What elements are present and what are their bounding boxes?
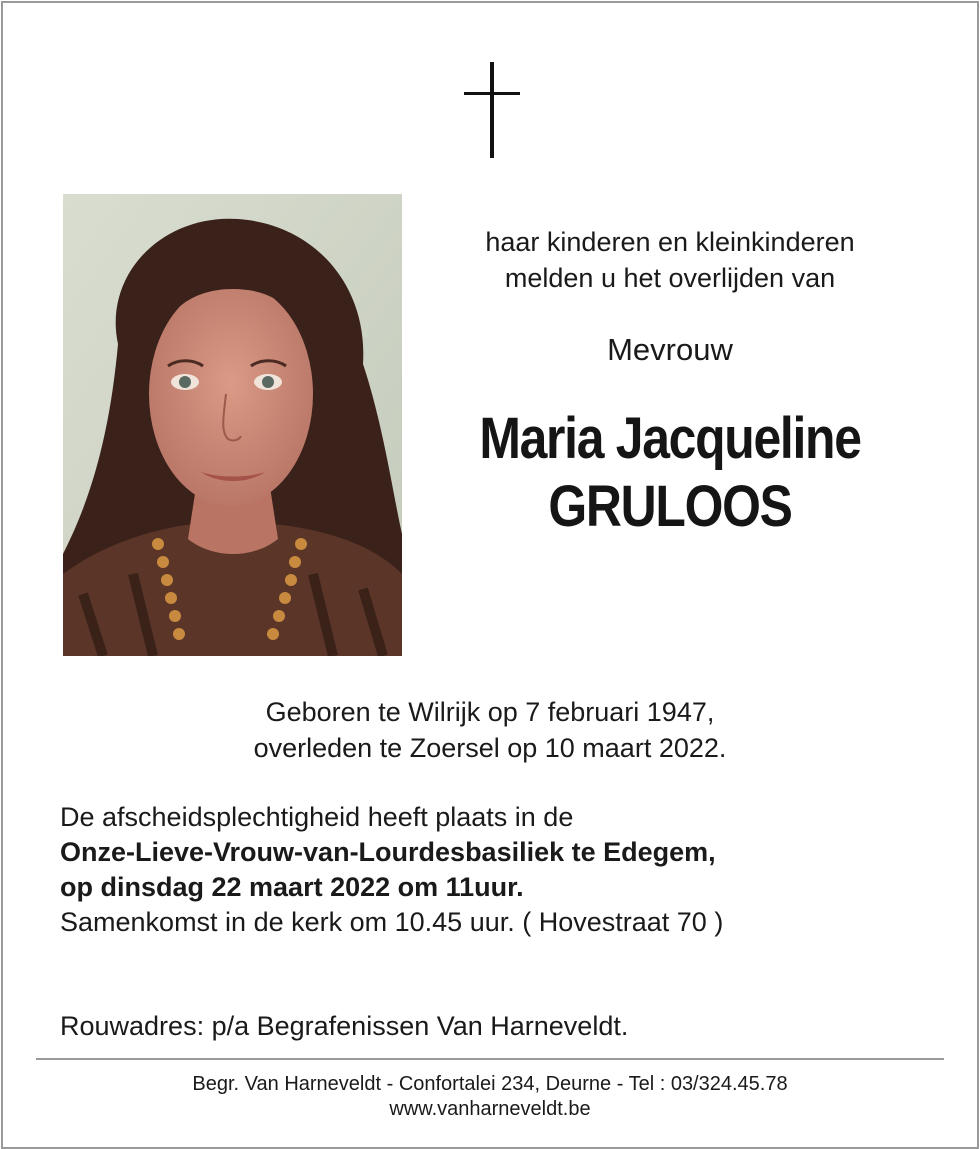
portrait-photo [63,194,402,656]
announcement-line-2: melden u het overlijden van [504,263,836,293]
ceremony-intro: De afscheidsplechtigheid heeft plaats in de [60,802,574,832]
announcement-line-1: haar kinderen en kleinkinderen [485,227,855,257]
ceremony-location: Onze-Lieve-Vrouw-van-Lourdesbasiliek te Edegem, [60,837,716,867]
mourning-address: Rouwadres: p/a Begrafenissen Van Harneveldt. [60,1011,629,1041]
death-info: overleden te Zoersel op 10 maart 2022. [253,733,727,763]
ceremony-gathering: Samenkomst in de kerk om 10.45 uur. ( Hovestraat 70 ) [60,907,724,937]
funeral-home-website[interactable]: www.vanharneveldt.be [389,1098,591,1120]
footer-divider [36,1058,944,1060]
cross-icon [464,62,520,158]
funeral-home-contact: Begr. Van Harneveldt - Confortalei 234, Deurne - Tel : 03/324.45.78 [192,1073,788,1095]
deceased-last-name: GRULOOS [548,474,792,539]
deceased-first-names: Maria Jacqueline [479,406,861,471]
ceremony-datetime: op dinsdag 22 maart 2022 om 11uur. [60,872,524,902]
birth-info: Geboren te Wilrijk op 7 februari 1947, [265,697,715,727]
deceased-title: Mevrouw [607,332,733,367]
ceremony-info [60,800,940,940]
